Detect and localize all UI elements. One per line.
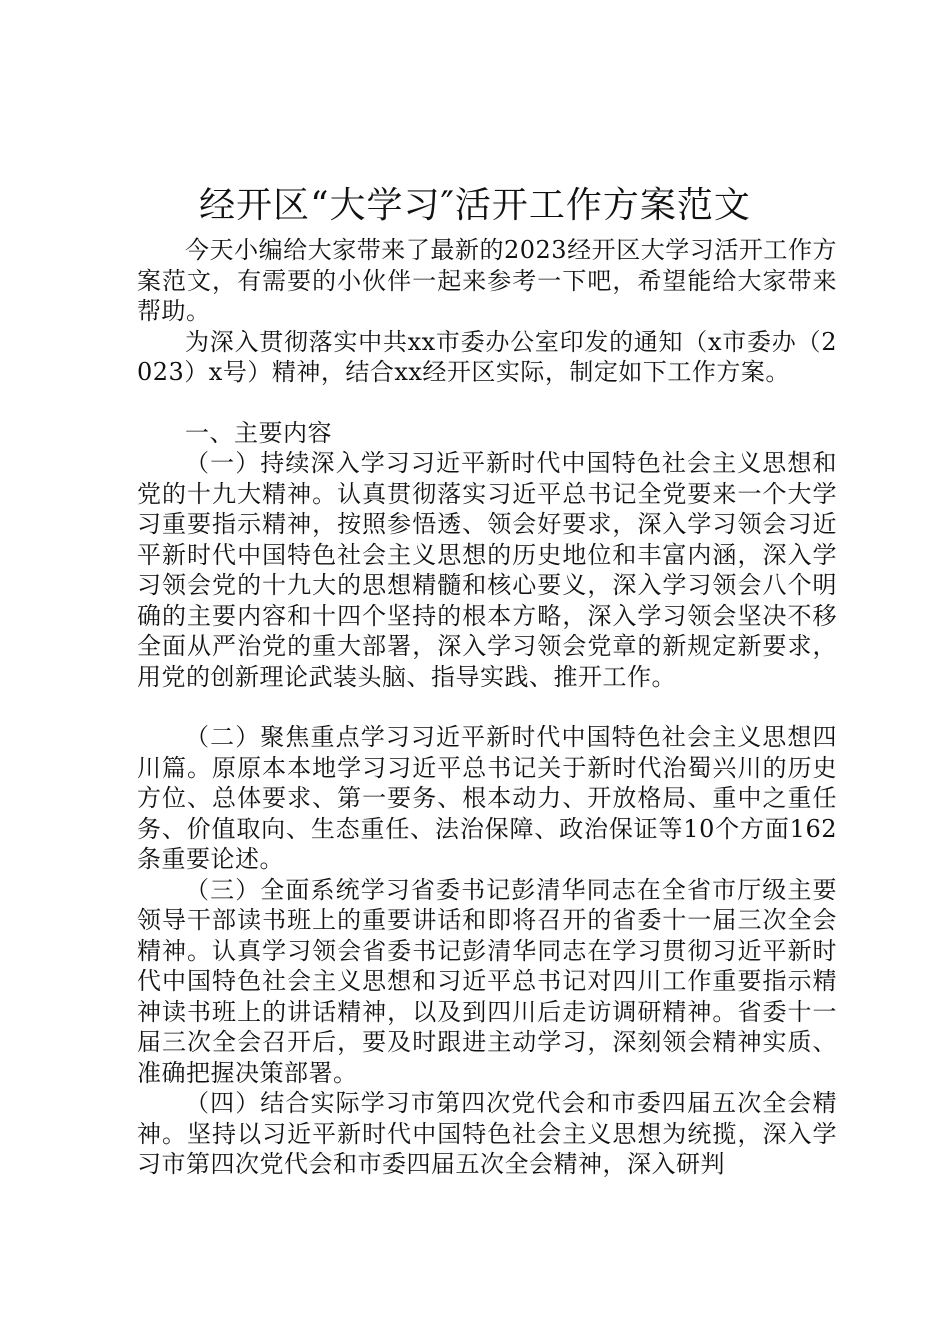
content-item-1: （一）持续深入学习习近平新时代中国特色社会主义思想和党的十九大精神。认真贯彻落实习近平总书记全党要来一个大学习重要指示精神，按照参悟透、领会好要求，深入学习领会习近平新时代中国特色社会主义思想的历史地位和丰富内涵，深入学习领会党的十九大的思想精髓和核心要义，深入学习领会八个明确的主要内容和十四个坚持的根本方略，深入学习领会坚决不移全面从严治党的重大部署，深入学习领会党章的新规定新要求，用党的创新理论武装头脑、指导实践、推开工作。 (137, 449, 837, 691)
section-heading: 一、主要内容 (185, 418, 332, 447)
content-item-3: （三）全面系统学习省委书记彭清华同志在全省市厅级主要领导干部读书班上的重要讲话和即将召开的省委十一届三次全会精神。认真学习领会省委书记彭清华同志在学习贯彻习近平新时代中国特色社会主义思想和习近平总书记对四川工作重要指示精神读书班上的讲话精神，以及到四川后走访调研精神。省委十一届三次全会召开后，要及时跟进主动学习，深刻领会精神实质、准确把握决策部署。 (137, 875, 837, 1087)
document-body (137, 235, 837, 1180)
content-item-4: （四）结合实际学习市第四次党代会和市委四届五次全会精神。坚持以习近平新时代中国特色社会主义思想为统揽，深入学习市第四次党代会和市委四届五次全会精神，深入研判 (137, 1089, 837, 1178)
document-title: 经开区“大学习″活开工作方案范文 (199, 185, 751, 226)
purpose-paragraph: 为深入贯彻落实中共xx市委办公室印发的通知（x市委办（2023）x号）精神，结合xx经开区实际，制定如下工作方案。 (137, 327, 837, 386)
content-item-2: （二）聚焦重点学习习近平新时代中国特色社会主义思想四川篇。原原本本地学习习近平总书记关于新时代治蜀兴川的历史方位、总体要求、第一要务、根本动力、开放格局、重中之重任务、价值取向、生态重任、法治保障、政治保证等10个方面162条重要论述。 (137, 723, 837, 873)
intro-paragraph: 今天小编给大家带来了最新的2023经开区大学习活开工作方案范文，有需要的小伙伴一起来参考一下吧，希望能给大家带来帮助。 (137, 236, 837, 325)
